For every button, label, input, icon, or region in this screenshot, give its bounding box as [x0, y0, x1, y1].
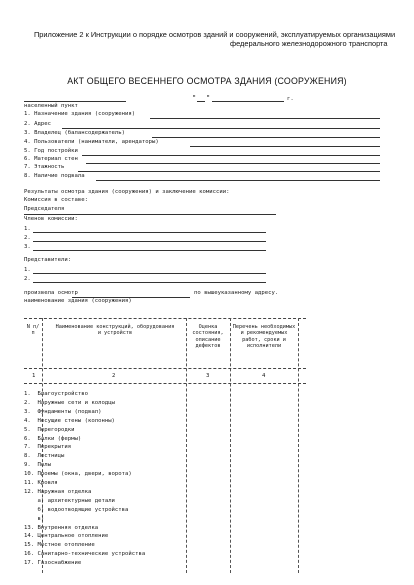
table-row: 3. Фундаменты (подвал) — [24, 408, 102, 415]
table-col-line-2 — [186, 318, 187, 573]
table-row: 6. Балки (фермы) — [24, 435, 82, 442]
col-header-item: Наименование конструкций, оборудования и устройств — [55, 324, 175, 337]
field-floors-line — [78, 171, 380, 172]
commission-composition: Комиссия в составе: — [24, 197, 88, 203]
field-address: 2. Адрес — [24, 121, 51, 127]
field-floors: 7. Этажность — [24, 164, 65, 170]
col-number-2: 2 — [112, 373, 116, 379]
field-wall-material: 6. Материал стен — [24, 156, 78, 162]
table-row: 5. Перегородки — [24, 426, 75, 433]
date-day-blank — [197, 101, 205, 102]
field-basement-line — [96, 180, 380, 181]
place-label: населенный пункт — [24, 103, 78, 109]
col-header-number: N п/п — [26, 324, 40, 337]
document-title: АКТ ОБЩЕГО ВЕСЕННЕГО ОСМОТРА ЗДАНИЯ (СООРУЖЕНИЯ) — [67, 76, 347, 86]
field-year-line — [82, 155, 380, 156]
header-line-2: федерального железнодорожного транспорта — [230, 39, 388, 48]
table-row: 12. Наружная отделка — [24, 488, 92, 495]
header-line-1: Приложение 2 к Инструкции о порядке осмотров зданий и сооружений, эксплуатируемых организациями — [34, 30, 396, 39]
field-users-line — [190, 146, 380, 147]
field-wall-material-line — [86, 163, 380, 164]
table-col-line-4 — [298, 318, 299, 573]
table-row: 8. Лестницы — [24, 453, 65, 460]
reps-label: Представители: — [24, 257, 72, 263]
table-row: 2. Наружные сети и колодцы — [24, 399, 115, 406]
chairman-line — [24, 214, 276, 215]
table-row: а) архитектурные детали — [24, 497, 115, 504]
table-row: 13. Внутренняя отделка — [24, 524, 99, 531]
date-quote-close: " — [206, 94, 211, 102]
rep-1: 1. — [24, 267, 31, 273]
col-number-3: 3 — [206, 373, 210, 379]
table-row: 4. Несущие стены (колонны) — [24, 417, 115, 424]
col-number-4: 4 — [262, 373, 266, 379]
table-row: 14. Центральное отопление — [24, 533, 109, 540]
member-3: 3. — [24, 244, 31, 250]
table-row: 15. Местное отопление — [24, 542, 95, 549]
rep-1-line — [33, 273, 266, 274]
members-label: Членов комиссии: — [24, 216, 78, 222]
member-1: 1. — [24, 226, 31, 232]
field-users: 4. Пользователи (наниматели, арендаторы) — [24, 139, 159, 145]
date-month-blank — [212, 101, 284, 102]
date-year-suffix: г. — [287, 96, 294, 102]
rep-2-line — [33, 282, 266, 283]
member-2: 2. — [24, 235, 31, 241]
table-numbers-bottom — [24, 383, 306, 384]
table-row: 10. Проемы (окна, двери, ворота) — [24, 471, 132, 478]
field-basement: 8. Наличие подвала — [24, 173, 85, 179]
field-year: 5. Год постройки — [24, 148, 78, 154]
field-owner: 3. Владелец (балансодержатель) — [24, 130, 126, 136]
table-row: б) водоотводящие устройства — [24, 506, 129, 513]
building-name-label: наименование здания (сооружения) — [24, 298, 132, 304]
col-header-works: Перечень необходимых и рекомендуемых работ, сроки и исполнители — [232, 324, 296, 350]
field-purpose: 1. Назначение здания (сооружения) — [24, 111, 136, 117]
member-2-line — [33, 241, 266, 242]
table-header-bottom — [24, 368, 306, 369]
rep-2: 2. — [24, 276, 31, 282]
field-purpose-line — [150, 118, 380, 119]
table-row: 1. Благоустройство — [24, 391, 88, 397]
field-owner-line — [152, 137, 380, 138]
table-row: 11. Кровля — [24, 480, 58, 486]
date-quote-open: " — [192, 94, 197, 102]
col-header-condition: Оценка состояния, описание дефектов — [192, 324, 224, 350]
inspect-suffix: по вышеуказанному адресу. — [194, 290, 279, 296]
place-blank-line — [24, 101, 126, 102]
table-col-line-3 — [230, 318, 231, 573]
col-number-1: 1 — [32, 373, 36, 379]
table-row: 7. Перекрытия — [24, 444, 72, 451]
field-address-line — [62, 128, 380, 129]
member-1-line — [33, 232, 266, 233]
table-row: 17. Газоснабжение — [24, 560, 82, 567]
table-top-border — [24, 318, 306, 319]
member-3-line — [33, 250, 266, 251]
table-row: в) — [24, 515, 45, 522]
inspect-label: произвела осмотр — [24, 290, 78, 296]
table-row: 16. Санитарно-технические устройства — [24, 551, 146, 558]
results-label: Результаты осмотра здания (сооружения) и заключение комиссии: — [24, 189, 230, 195]
table-row: 9. Полы — [24, 462, 51, 469]
chairman-label: Председателя — [24, 206, 65, 212]
